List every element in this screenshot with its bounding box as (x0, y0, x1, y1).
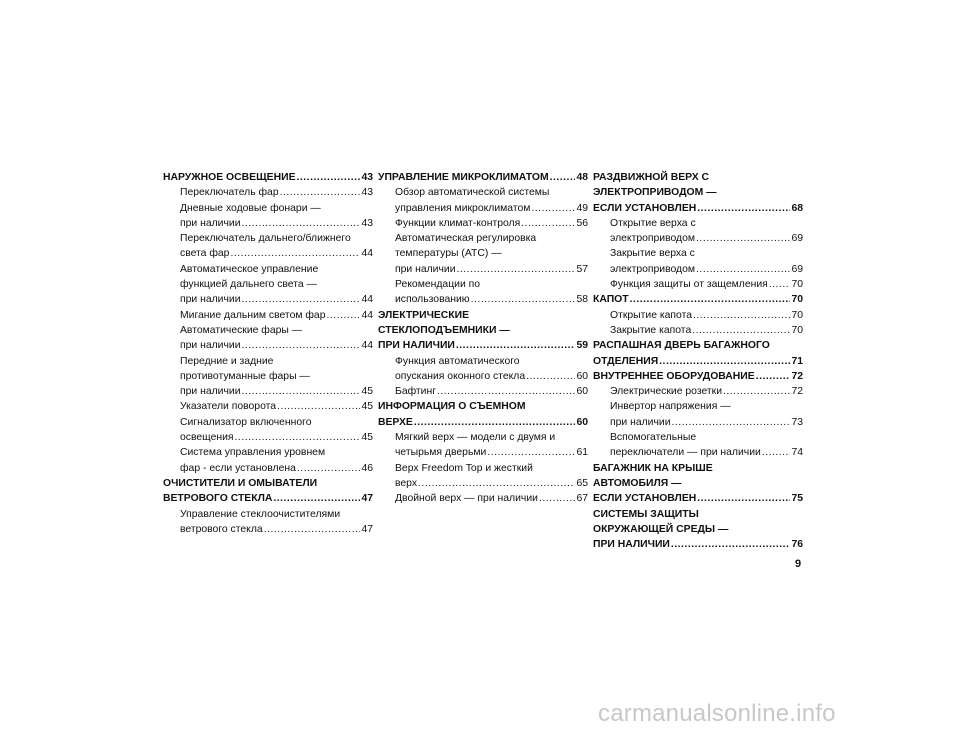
toc-entry-text: света фар (180, 248, 230, 260)
toc-entry (593, 308, 803, 323)
dot-leader (723, 384, 790, 399)
toc-entry (378, 369, 588, 384)
dot-leader (471, 292, 576, 307)
toc-section-heading (593, 537, 803, 552)
toc-page-number: 61 (576, 447, 588, 459)
dot-leader (264, 522, 361, 537)
toc-page-number: 69 (791, 233, 803, 245)
toc-section-heading (163, 170, 373, 185)
toc-entry (593, 277, 803, 292)
toc-entry-text: Указатели поворота (180, 401, 277, 413)
toc-page-number: 43 (361, 172, 373, 183)
dot-leader (297, 461, 361, 476)
page-number: 9 (795, 558, 802, 570)
toc-page-number: 57 (576, 263, 588, 275)
toc-page-number: 44 (361, 340, 373, 352)
toc-entry (163, 522, 373, 537)
toc-entry (378, 216, 588, 231)
toc-entry (378, 491, 588, 506)
toc-page-number: 76 (791, 539, 803, 551)
toc-entry-text: ЕСЛИ УСТАНОВЛЕН (593, 202, 697, 214)
toc-entry-text: освещения (180, 432, 234, 444)
toc-entry-text: Верх Freedom Top и жесткий (395, 462, 533, 474)
toc-entry (593, 415, 803, 430)
toc-entry-text: Система управления уровнем (180, 447, 326, 459)
dot-leader (672, 415, 791, 430)
toc-section-heading (378, 308, 588, 323)
toc-entry (378, 262, 588, 277)
toc-entry-text: ОТДЕЛЕНИЯ (593, 355, 659, 367)
toc-entry-text: РАСПАШНАЯ ДВЕРЬ БАГАЖНОГО (593, 340, 770, 352)
toc-section-heading (593, 476, 803, 491)
toc-entry-text: ОКРУЖАЮЩЕЙ СРЕДЫ — (593, 523, 729, 535)
dot-leader (437, 384, 575, 399)
toc-entry-text: функцией дальнего света — (180, 279, 317, 291)
dot-leader (630, 292, 791, 307)
toc-page-number: 45 (361, 432, 373, 444)
toc-section-heading (593, 338, 803, 353)
toc-entry-text: Инвертор напряжения — (610, 401, 731, 413)
toc-entry-text: переключатели — при наличии (610, 447, 761, 459)
toc-entry (163, 323, 373, 338)
toc-page-number: 65 (576, 477, 588, 489)
toc-entry (378, 384, 588, 399)
toc-entry-text: Двойной верх — при наличии (395, 493, 538, 505)
toc-entry-text: Переключатель фар (180, 187, 279, 199)
toc-entry-text: Функции климат-контроля (395, 217, 521, 229)
toc-section-heading (593, 170, 803, 185)
toc-column-1 (163, 170, 373, 537)
toc-entry-text: ВЕТРОВОГО СТЕКЛА (163, 493, 273, 505)
toc-page-number: 60 (576, 370, 588, 382)
toc-entry (378, 277, 588, 292)
toc-entry-text: РАЗДВИЖНОЙ ВЕРХ С (593, 172, 710, 183)
dot-leader (418, 476, 575, 491)
toc-entry-text: управления микроклиматом (395, 202, 531, 214)
toc-entry-text: СТЕКЛОПОДЪЕМНИКИ — (378, 324, 510, 336)
dot-leader (487, 445, 575, 460)
toc-entry-text: ПРИ НАЛИЧИИ (593, 539, 670, 551)
toc-entry (378, 231, 588, 246)
toc-entry (378, 476, 588, 491)
toc-entry (163, 461, 373, 476)
toc-section-heading (378, 415, 588, 430)
toc-page-number: 43 (361, 187, 373, 199)
toc-entry-text: ИНФОРМАЦИЯ О СЪЕМНОМ (378, 401, 526, 413)
toc-page-number: 45 (361, 401, 373, 413)
toc-entry (378, 246, 588, 261)
toc-entry-text: ветрового стекла (180, 523, 263, 535)
toc-section-heading (378, 399, 588, 414)
dot-leader (457, 262, 576, 277)
toc-entry-text: Переключатель дальнего/ближнего (180, 233, 351, 245)
toc-entry-text: при наличии (610, 416, 671, 428)
toc-page-number: 68 (791, 202, 803, 214)
toc-page-number: 48 (576, 172, 588, 183)
toc-page-number: 47 (361, 493, 373, 505)
toc-entry (163, 231, 373, 246)
toc-page-number: 49 (576, 202, 588, 214)
toc-entry-text: Автоматическое управление (180, 263, 319, 275)
toc-section-heading (378, 338, 588, 353)
toc-entry-text: при наличии (180, 294, 241, 306)
dot-leader (414, 415, 576, 430)
toc-entry-text: Функция защиты от защемления (610, 279, 768, 291)
dot-leader (769, 277, 791, 292)
dot-leader (692, 323, 790, 338)
dot-leader (531, 201, 575, 216)
toc-entry (378, 292, 588, 307)
toc-entry-text: Автоматическая регулировка (395, 233, 537, 245)
dot-leader (273, 491, 360, 506)
toc-entry-text: УПРАВЛЕНИЕ МИКРОКЛИМАТОМ (378, 172, 549, 183)
toc-entry (593, 445, 803, 460)
toc-section-heading (593, 369, 803, 384)
toc-entry-text: верх (395, 477, 418, 489)
toc-entry-text: Открытие капота (610, 309, 693, 321)
toc-section-heading (593, 522, 803, 537)
toc-entry-text: СИСТЕМЫ ЗАЩИТЫ (593, 508, 699, 520)
toc-entry (163, 399, 373, 414)
toc-page-number: 70 (791, 324, 803, 336)
toc-page-number: 70 (791, 279, 803, 291)
dot-leader (526, 369, 575, 384)
dot-leader (456, 338, 576, 353)
toc-entry (163, 246, 373, 261)
toc-entry (593, 399, 803, 414)
toc-page-number: 44 (361, 309, 373, 321)
toc-column-3 (593, 170, 803, 552)
dot-leader (242, 384, 361, 399)
toc-entry (593, 323, 803, 338)
dot-leader (242, 216, 361, 231)
toc-entry (163, 445, 373, 460)
toc-page-number: 44 (361, 294, 373, 306)
toc-page-number: 45 (361, 386, 373, 398)
dot-leader (697, 201, 790, 216)
toc-entry (378, 354, 588, 369)
toc-entry (593, 384, 803, 399)
toc-page-number: 47 (361, 523, 373, 535)
dot-leader (696, 231, 790, 246)
dot-leader (539, 491, 576, 506)
toc-entry (163, 262, 373, 277)
dot-leader (242, 338, 361, 353)
toc-section-heading (378, 170, 588, 185)
toc-entry-text: Открытие верха с (610, 217, 696, 229)
toc-entry-text: ВЕРХЕ (378, 416, 413, 428)
toc-entry-text: Закрытие верха с (610, 248, 695, 260)
toc-page-number: 69 (791, 263, 803, 275)
toc-entry-text: Дневные ходовые фонари — (180, 202, 321, 214)
toc-entry-text: ОЧИСТИТЕЛИ И ОМЫВАТЕЛИ (163, 477, 318, 489)
toc-entry-text: Бафтинг (395, 386, 437, 398)
toc-page-number: 43 (361, 217, 373, 229)
toc-entry-text: Функция автоматического (395, 355, 520, 367)
toc-entry-text: БАГАЖНИК НА КРЫШЕ (593, 462, 713, 474)
toc-page-number: 71 (791, 355, 803, 367)
dot-leader (521, 216, 575, 231)
toc-entry-text: при наличии (180, 386, 241, 398)
toc-entry-text: четырьмя дверьми (395, 447, 487, 459)
dot-leader (693, 308, 790, 323)
toc-column-2 (378, 170, 588, 507)
toc-page-number: 60 (576, 386, 588, 398)
toc-page-number: 75 (791, 493, 803, 505)
toc-entry (163, 354, 373, 369)
dot-leader (242, 292, 361, 307)
toc-entry-text: фар - если установлена (180, 462, 296, 474)
toc-entry (378, 430, 588, 445)
toc-entry-text: НАРУЖНОЕ ОСВЕЩЕНИЕ (163, 172, 296, 183)
toc-section-heading (593, 461, 803, 476)
toc-entry-text: Мигание дальним светом фар (180, 309, 326, 321)
dot-leader (277, 399, 360, 414)
toc-page-number: 59 (576, 340, 588, 352)
toc-entry (163, 384, 373, 399)
toc-section-heading (593, 354, 803, 369)
toc-entry-text: Мягкий верх — модели с двумя и (395, 432, 556, 444)
toc-entry (593, 231, 803, 246)
toc-page-number: 67 (576, 493, 588, 505)
toc-entry-text: Автоматические фары — (180, 324, 303, 336)
toc-entry-text: Закрытие капота (610, 324, 692, 336)
toc-entry-text: Электрические розетки (610, 386, 723, 398)
toc-section-heading (593, 292, 803, 307)
toc-entry-text: ПРИ НАЛИЧИИ (378, 340, 455, 352)
toc-entry (163, 430, 373, 445)
toc-entry-text: КАПОТ (593, 294, 629, 306)
toc-page-number: 73 (791, 416, 803, 428)
dot-leader (550, 170, 576, 185)
toc-page-number: 60 (576, 416, 588, 428)
toc-entry-text: при наличии (395, 263, 456, 275)
toc-entry-text: Обзор автоматической системы (395, 187, 550, 199)
dot-leader (697, 491, 790, 506)
dot-leader (659, 354, 790, 369)
toc-section-heading (593, 507, 803, 522)
toc-entry-text: Сигнализатор включенного (180, 416, 312, 428)
toc-section-heading (378, 323, 588, 338)
toc-entry (593, 246, 803, 261)
toc-entry-text: при наличии (180, 217, 241, 229)
dot-leader (280, 185, 361, 200)
toc-entry (163, 507, 373, 522)
toc-entry-text: опускания оконного стекла (395, 370, 526, 382)
toc-entry-text: использованию (395, 294, 470, 306)
toc-entry-text: ЕСЛИ УСТАНОВЛЕН (593, 493, 697, 505)
toc-section-heading (163, 491, 373, 506)
toc-entry-text: Передние и задние (180, 355, 274, 367)
toc-entry (163, 292, 373, 307)
dot-leader (230, 246, 360, 261)
dot-leader (762, 445, 791, 460)
toc-entry (593, 216, 803, 231)
toc-entry (163, 338, 373, 353)
toc-page-number: 56 (576, 217, 588, 229)
toc-entry-text: ЭЛЕКТРОПРИВОДОМ — (593, 187, 717, 199)
toc-entry (378, 201, 588, 216)
toc-entry-text: при наличии (180, 340, 241, 352)
dot-leader (671, 537, 791, 552)
toc-entry (163, 415, 373, 430)
toc-entry (163, 201, 373, 216)
toc-entry-text: Рекомендации по (395, 279, 481, 291)
toc-page-number: 70 (791, 309, 803, 321)
dot-leader (696, 262, 790, 277)
toc-section-heading (593, 185, 803, 200)
toc-entry (163, 185, 373, 200)
toc-page-number: 46 (361, 462, 373, 474)
toc-entry-text: ЭЛЕКТРИЧЕСКИЕ (378, 309, 470, 321)
toc-entry-text: электроприводом (610, 233, 696, 245)
toc-entry-text: температуры (ATC) — (395, 248, 502, 260)
toc-page-number: 70 (791, 294, 803, 306)
toc-entry (163, 216, 373, 231)
toc-entry (378, 461, 588, 476)
toc-entry-text: АВТОМОБИЛЯ — (593, 477, 682, 489)
toc-section-heading (593, 201, 803, 216)
toc-entry-text: электроприводом (610, 263, 696, 275)
toc-page-number: 44 (361, 248, 373, 260)
toc-entry (593, 430, 803, 445)
toc-entry (163, 308, 373, 323)
toc-section-heading (593, 491, 803, 506)
toc-entry-text: Управление стеклоочистителями (180, 508, 341, 520)
toc-section-heading (163, 476, 373, 491)
toc-entry (593, 262, 803, 277)
toc-entry-text: противотуманные фары — (180, 370, 310, 382)
toc-page-number: 72 (791, 370, 803, 382)
watermark: carmanualsonline.info (598, 700, 836, 727)
dot-leader (235, 430, 361, 445)
dot-leader (756, 369, 791, 384)
toc-entry (378, 445, 588, 460)
toc-entry (378, 185, 588, 200)
dot-leader (297, 170, 361, 185)
toc-page-number: 72 (791, 386, 803, 398)
toc-entry-text: ВНУТРЕННЕЕ ОБОРУДОВАНИЕ (593, 370, 755, 382)
toc-entry (163, 369, 373, 384)
toc-page-number: 58 (576, 294, 588, 306)
toc-entry (163, 277, 373, 292)
dot-leader (327, 308, 361, 323)
toc-entry-text: Вспомогательные (610, 432, 697, 444)
toc-page-number: 74 (791, 447, 803, 459)
